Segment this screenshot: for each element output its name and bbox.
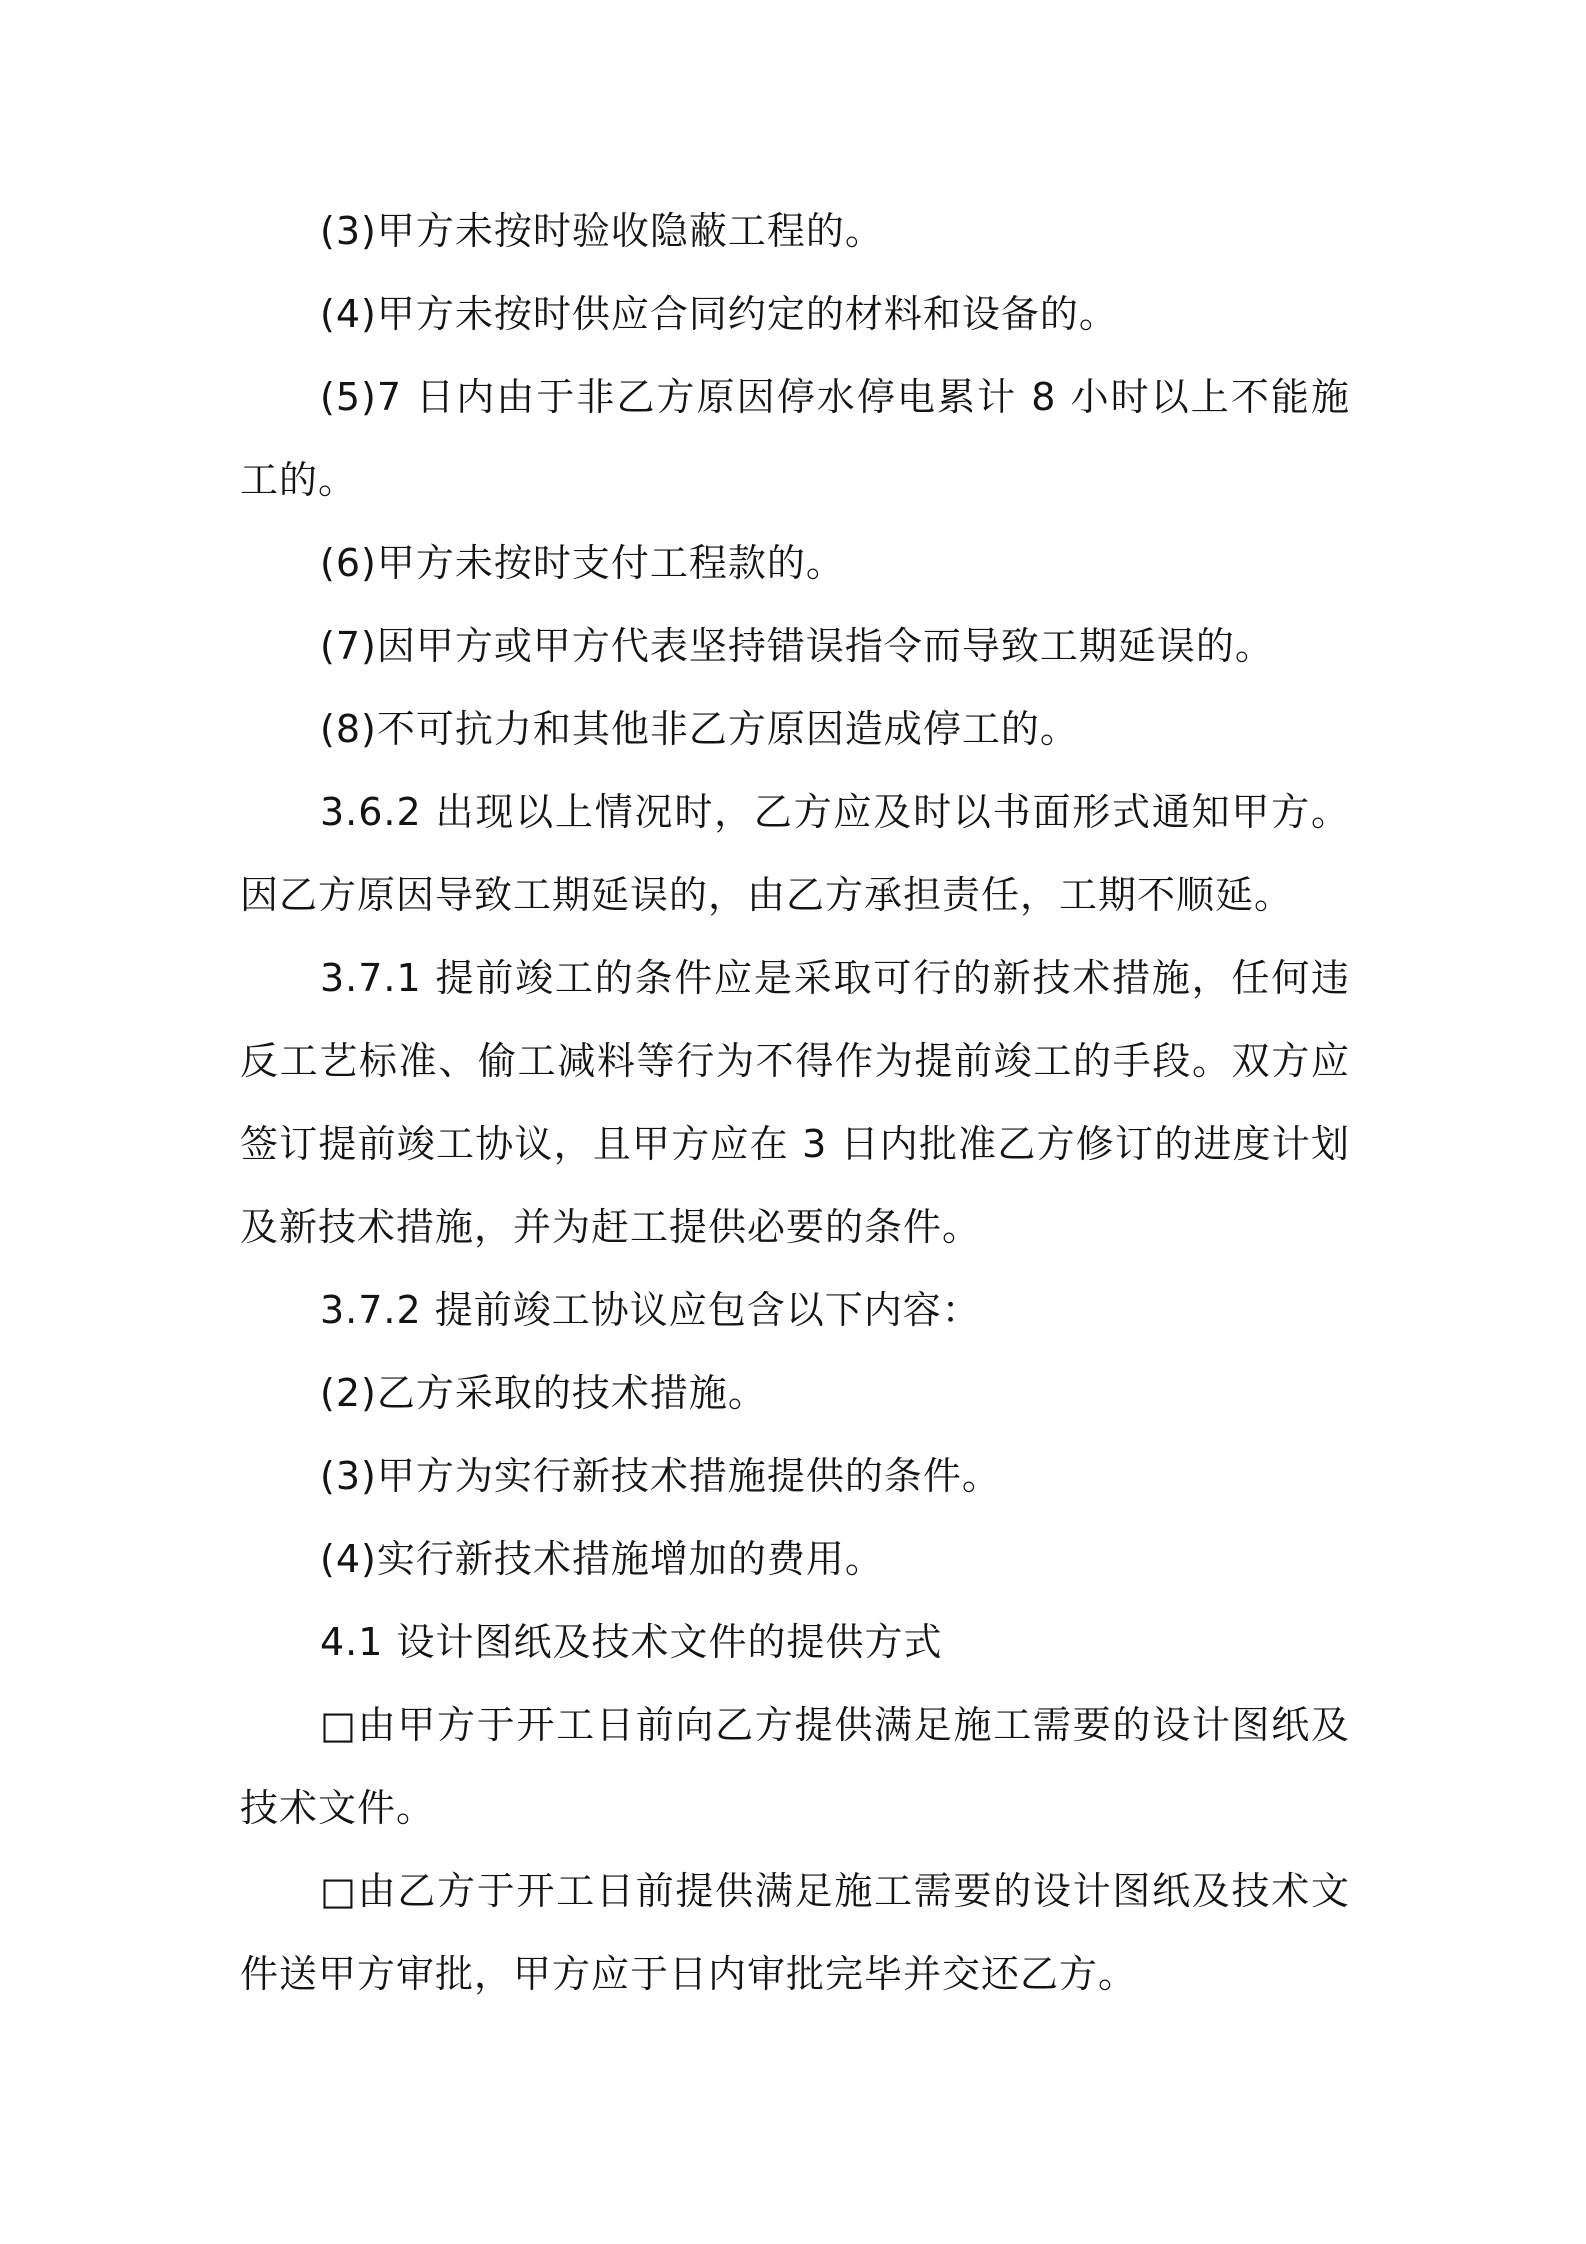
- paragraph-item-4-materials: (4)甲方未按时供应合同约定的材料和设备的。: [320, 292, 1118, 336]
- paragraph-clause-3-7-1: 3.7.1 提前竣工的条件应是采取可行的新技术措施，任何违反工艺标准、偷工减料等行为不得作为提前竣工的手段。双方应签订提前竣工协议，且甲方应在 3 日内批准乙方修订的进度计划及新技术措施，并为赶工提供必要的条件。: [240, 956, 1350, 1249]
- paragraph-option-party-a-provides: □由甲方于开工日前向乙方提供满足施工需要的设计图纸及技术文件。: [240, 1703, 1350, 1830]
- document-body: [240, 190, 1350, 2016]
- paragraph-item-7-wrong-instruction: (7)因甲方或甲方代表坚持错误指令而导致工期延误的。: [320, 624, 1274, 668]
- paragraph-item-3-conditions: (3)甲方为实行新技术措施提供的条件。: [320, 1454, 1001, 1498]
- paragraph-clause-3-7-2: 3.7.2 提前竣工协议应包含以下内容：: [320, 1288, 981, 1332]
- paragraph-item-2-tech-measures: (2)乙方采取的技术措施。: [320, 1371, 767, 1415]
- paragraph-item-6-payment: (6)甲方未按时支付工程款的。: [320, 541, 845, 585]
- paragraph-item-8-force-majeure: (8)不可抗力和其他非乙方原因造成停工的。: [320, 707, 1079, 751]
- paragraph-item-5-power-outage: (5)7 日内由于非乙方原因停水停电累计 8 小时以上不能施工的。: [240, 375, 1350, 502]
- paragraph-option-party-b-provides: □由乙方于开工日前提供满足施工需要的设计图纸及技术文件送甲方审批，甲方应于日内审批完毕并交还乙方。: [240, 1869, 1350, 1996]
- paragraph-clause-3-6-2: 3.6.2 出现以上情况时，乙方应及时以书面形式通知甲方。因乙方原因导致工期延误的，由乙方承担责任，工期不顺延。: [240, 790, 1350, 917]
- paragraph-clause-4-1-heading: 4.1 设计图纸及技术文件的提供方式: [320, 1620, 943, 1664]
- paragraph-item-3-acceptance: (3)甲方未按时验收隐蔽工程的。: [320, 209, 884, 253]
- paragraph-item-4-costs: (4)实行新技术措施增加的费用。: [320, 1537, 884, 1581]
